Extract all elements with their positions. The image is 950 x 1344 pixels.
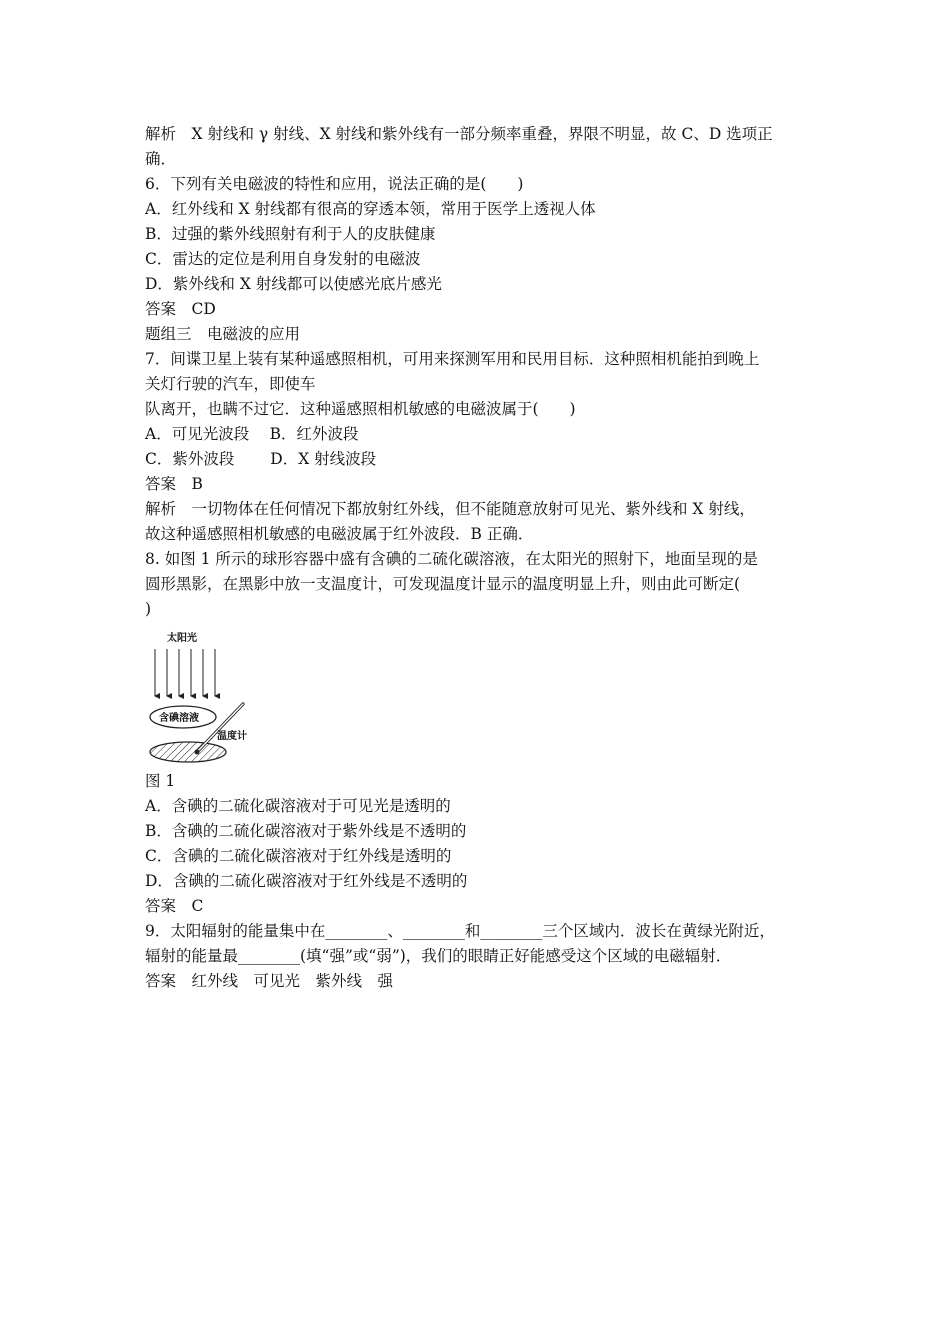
- document-page: [145, 122, 815, 994]
- question-7-stem: 关灯行驶的汽车，即使车: [145, 375, 316, 393]
- text-line: 解析 X 射线和 γ 射线、X 射线和紫外线有一部分频率重叠，界限不明显，故 C、D 选项正: [145, 125, 773, 143]
- question-7-analysis: 解析 一切物体在任何情况下都放射红外线，但不能随意放射可见光、紫外线和 X 射线，: [145, 500, 755, 518]
- question-8-option-d: D．含碘的二硫化碳溶液对于红外线是不透明的: [145, 872, 468, 890]
- question-8-answer: 答案 C: [145, 897, 204, 915]
- question-6-stem: 6．下列有关电磁波的特性和应用，说法正确的是( ): [145, 175, 524, 193]
- question-6-option-c: C．雷达的定位是利用自身发射的电磁波: [145, 250, 421, 268]
- figure-1-diagram: [145, 624, 275, 769]
- question-6-answer: 答案 CD: [145, 300, 216, 318]
- question-7-stem: 队离开，也瞒不过它．这种遥感照相机敏感的电磁波属于( ): [145, 400, 576, 418]
- question-7-answer: 答案 B: [145, 475, 203, 493]
- question-7-options: A．可见光波段 B．红外波段: [145, 425, 359, 443]
- figure-caption: 图 1: [145, 772, 176, 790]
- question-6-option-a: A．红外线和 X 射线都有很高的穿透本领，常用于医学上透视人体: [145, 200, 596, 218]
- question-8-stem: ): [145, 600, 152, 618]
- question-9-answer: 答案 红外线 可见光 紫外线 强: [145, 972, 394, 990]
- question-8-option-b: B．含碘的二硫化碳溶液对于紫外线是不透明的: [145, 822, 467, 840]
- question-9-stem: 9．太阳辐射的能量集中在________、________和________三个区域内．波长在黄绿光附近，: [145, 922, 775, 940]
- question-6-option-d: D．紫外线和 X 射线都可以使感光底片感光: [145, 275, 442, 293]
- question-9-stem: 辐射的能量最________(填“强”或“弱”)，我们的眼睛正好能感受这个区域的电磁辐射．: [145, 947, 732, 965]
- question-8-stem: 8. 如图 1 所示的球形容器中盛有含碘的二硫化碳溶液，在太阳光的照射下，地面呈现的是: [145, 550, 758, 568]
- section-heading: 题组三 电磁波的应用: [145, 325, 301, 343]
- question-7-stem: 7．间谍卫星上装有某种遥感照相机，可用来探测军用和民用目标．这种照相机能拍到晚上: [145, 350, 760, 368]
- question-6-option-b: B．过强的紫外线照射有利于人的皮肤健康: [145, 225, 436, 243]
- thermometer-label: 温度计: [217, 731, 247, 742]
- sunlight-rays: [155, 649, 215, 696]
- question-7-analysis: 故这种遥感照相机敏感的电磁波属于红外波段．B 正确．: [145, 525, 534, 543]
- question-8-stem: 圆形黑影，在黑影中放一支温度计，可发现温度计显示的温度明显上升，则由此可断定(: [145, 575, 741, 593]
- question-7-options: C．紫外波段 D．X 射线波段: [145, 450, 377, 468]
- liquid-label: 含碘溶液: [159, 713, 199, 724]
- text-line: 确．: [145, 150, 177, 168]
- question-8-option-c: C．含碘的二硫化碳溶液对于红外线是透明的: [145, 847, 452, 865]
- shadow-ellipse: [150, 742, 226, 762]
- sun-label: 太阳光: [167, 633, 197, 644]
- question-8-option-a: A．含碘的二硫化碳溶液对于可见光是透明的: [145, 797, 451, 815]
